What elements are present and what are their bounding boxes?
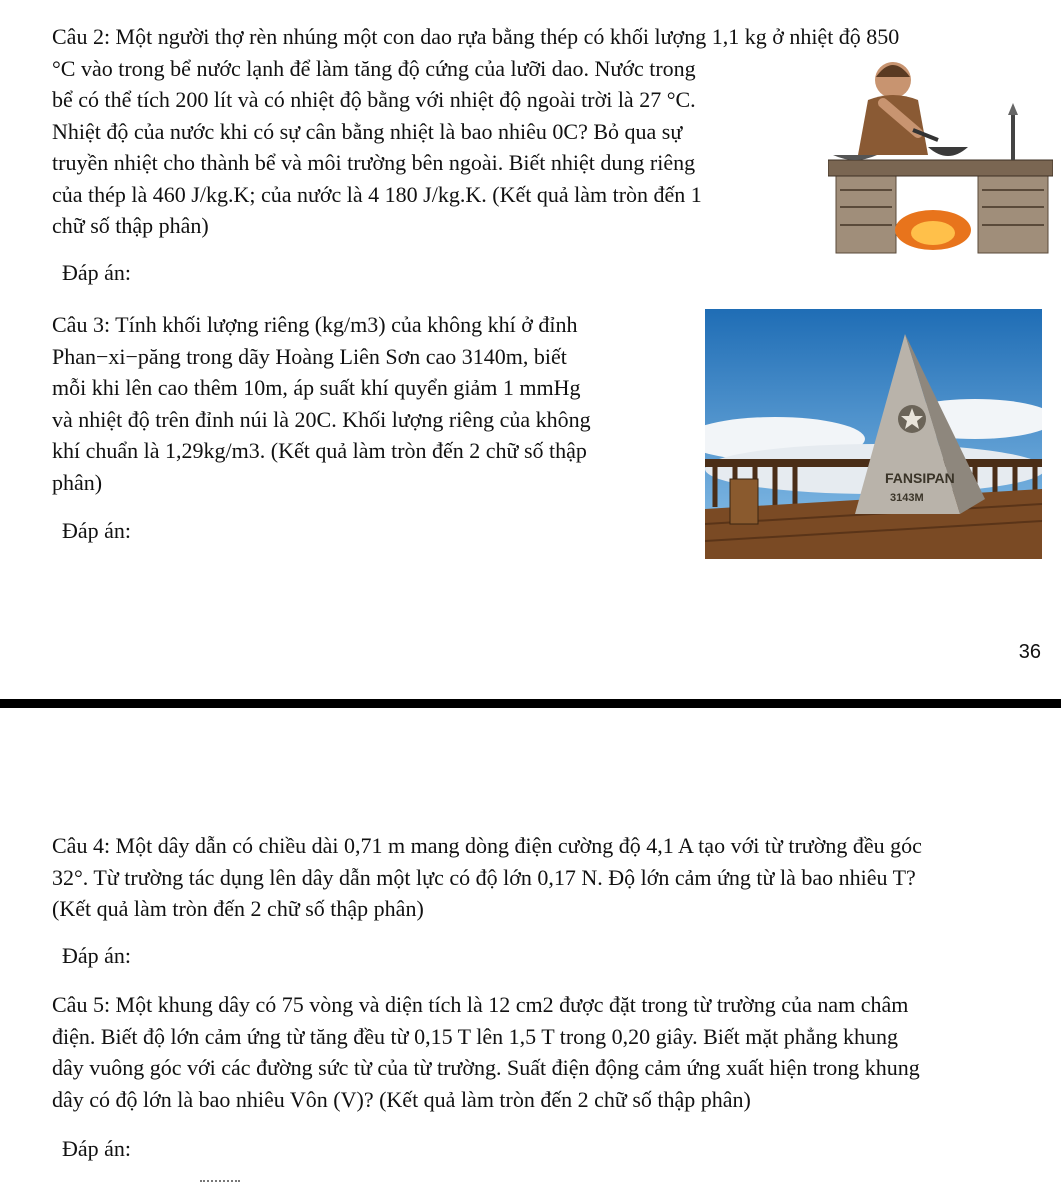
fansipan-marker-height: 3143M bbox=[890, 492, 924, 504]
question-2 bbox=[52, 21, 899, 242]
q2-line-2: °C vào trong bể nước lạnh để làm tăng độ cứng của lưỡi dao. Nước trong bbox=[52, 55, 696, 81]
q4-line-2: 32°. Từ trường tác dụng lên dây dẫn một lực có độ lớn 0,17 N. Độ lớn cảm ứng từ là bao nhiêu T? bbox=[52, 864, 916, 890]
q5-answer-label: Đáp án: bbox=[62, 1136, 132, 1161]
q3-line-1: Câu 3: Tính khối lượng riêng (kg/m3) của không khí ở đỉnh bbox=[52, 312, 578, 337]
fansipan-photo bbox=[705, 309, 1042, 559]
question-5 bbox=[52, 989, 920, 1115]
page-number: 36 bbox=[1018, 641, 1041, 663]
cut-off-text-remnant bbox=[200, 1180, 240, 1184]
q2-answer-label: Đáp án: bbox=[62, 260, 132, 285]
q3-answer-label: Đáp án: bbox=[62, 518, 132, 543]
q4-line-1: Câu 4: Một dây dẫn có chiều dài 0,71 m mang dòng điện cường độ 4,1 A tạo với từ trường đều góc bbox=[52, 833, 922, 858]
q2-line-7: chữ số thập phân) bbox=[52, 213, 209, 238]
blacksmith-illustration bbox=[828, 55, 1053, 255]
question-3 bbox=[52, 309, 591, 498]
fansipan-marker-label: FANSIPAN bbox=[885, 470, 955, 486]
q5-line-4: dây có độ lớn là bao nhiêu Vôn (V)? (Kết quả làm tròn đến 2 chữ số thập phân) bbox=[52, 1086, 751, 1112]
q3-line-3: mỗi khi lên cao thêm 10m, áp suất khí quyển giảm 1 mmHg bbox=[52, 375, 581, 400]
q3-line-5: khí chuẩn là 1,29kg/m3. (Kết quả làm tròn đến 2 chữ số thập bbox=[52, 438, 587, 463]
q2-line-1: Câu 2: Một người thợ rèn nhúng một con dao rựa bằng thép có khối lượng 1,1 kg ở nhiệt độ 850 bbox=[52, 24, 900, 49]
q3-line-4: và nhiệt độ trên đỉnh núi là 20C. Khối lượng riêng của không bbox=[52, 406, 591, 432]
q5-line-2: điện. Biết độ lớn cảm ứng từ tăng đều từ 0,15 T lên 1,5 T trong 0,20 giây. Biết mặt phẳng khung bbox=[52, 1023, 899, 1049]
q5-line-3: dây vuông góc với các đường sức từ của từ trường. Suất điện động cảm ứng xuất hiện trong khung bbox=[52, 1055, 920, 1080]
q4-answer-label: Đáp án: bbox=[62, 943, 132, 968]
question-4 bbox=[52, 830, 922, 925]
q3-line-6: phân) bbox=[52, 469, 103, 495]
page-divider bbox=[0, 699, 1061, 708]
q2-line-3: bể có thể tích 200 lít và có nhiệt độ bằng với nhiệt độ ngoài trời là 27 °C. bbox=[52, 87, 696, 112]
q2-line-6: của thép là 460 J/kg.K; của nước là 4 180 J/kg.K. (Kết quả làm tròn đến 1 bbox=[52, 181, 702, 207]
q4-line-3: (Kết quả làm tròn đến 2 chữ số thập phân) bbox=[52, 896, 424, 921]
q5-line-1: Câu 5: Một khung dây có 75 vòng và diện tích là 12 cm2 được đặt trong từ trường của nam châm bbox=[52, 992, 909, 1017]
q3-line-2: Phan−xi−păng trong dãy Hoàng Liên Sơn cao 3140m, biết bbox=[52, 343, 567, 369]
q2-line-5: truyền nhiệt cho thành bể và môi trường bên ngoài. Biết nhiệt dung riêng bbox=[52, 150, 696, 175]
q2-line-4: Nhiệt độ của nước khi có sự cân bằng nhiệt là bao nhiêu 0C? Bỏ qua sự bbox=[52, 118, 683, 144]
